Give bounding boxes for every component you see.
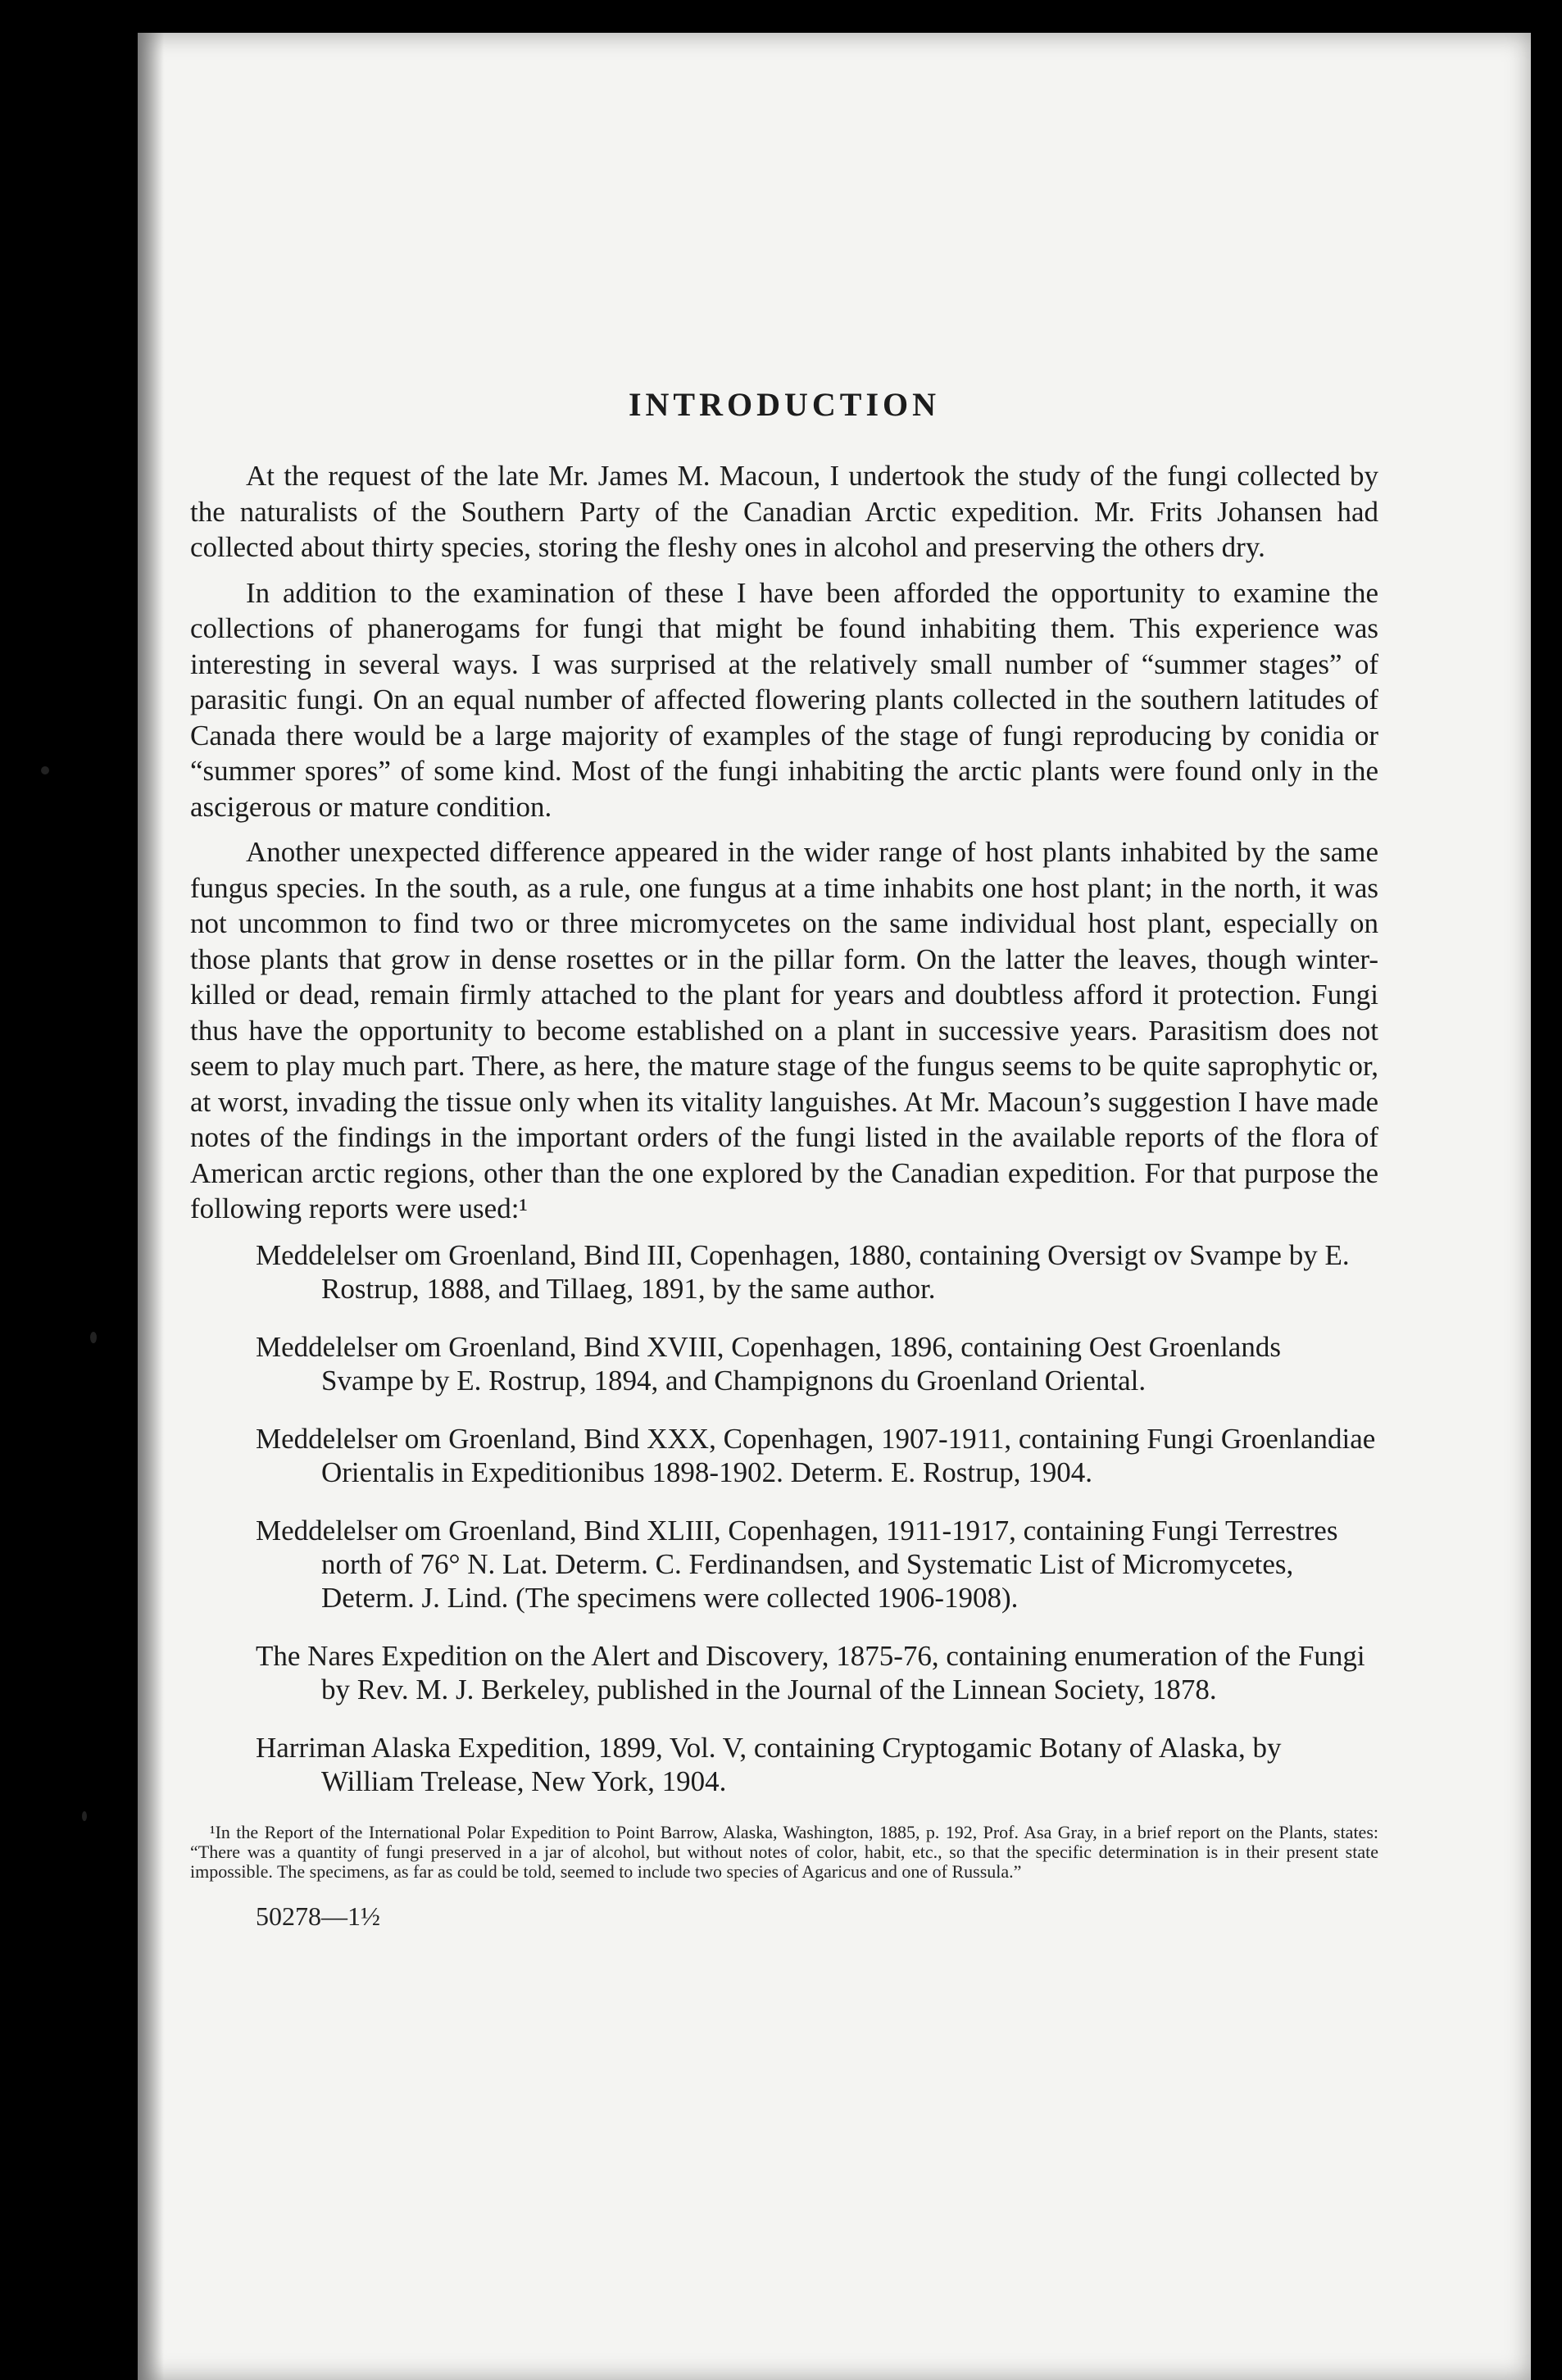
reference-list: [190, 1238, 1378, 1798]
scan-speck: [90, 1332, 97, 1343]
reference-item: Meddelelser om Groenland, Bind III, Copenhagen, 1880, containing Oversigt ov Svampe by E. Rostrup, 1888, and Tillaeg, 1891, by the same author.: [256, 1238, 1350, 1305]
print-mark: 50278—1½: [256, 1901, 380, 1931]
paragraph: At the request of the late Mr. James M. Macoun, I undertook the study of the fungi collected by the naturalists of the Southern Party of the Canadian Arctic expedition. Mr. Frits Johansen had collected about thirty species, storing the fleshy ones in alcohol and preserving the others dry.: [190, 460, 1378, 563]
page-edge-shadow: [138, 33, 164, 2380]
scan-speck: [41, 766, 49, 774]
footnote: ¹In the Report of the International Polar Expedition to Point Barrow, Alaska, Washington, 1885, p. 192, Prof. Asa Gray, in a brief report on the Plants, states: “There was a quantity of fungi preserved in a jar of alcohol, but without notes of color, habit, etc., so that the specific determination is in their present state impossible. The specimens, as far as could be told, seemed to include two species of Agaricus and one of Russula.”: [190, 1821, 1378, 1882]
section-heading: INTRODUCTION: [628, 386, 941, 423]
reference-item: Meddelelser om Groenland, Bind XXX, Copenhagen, 1907-1911, containing Fungi Groenlandiae Orientalis in Expeditionibus 1898-1902. Determ. E. Rostrup, 1904.: [256, 1422, 1376, 1488]
scan-speck: [82, 1811, 87, 1821]
paragraph: In addition to the examination of these I have been afforded the opportunity to examine the collections of phanerogams for fungi that might be found inhabiting them. This experience was interesting in several ways. I was surprised at the relatively small number of “summer stages” of parasitic fungi. On an equal number of affected flowering plants collected in the southern latitudes of Canada there would be a large majority of examples of the stage of fungi reproducing by conidia or “summer spores” of some kind. Most of the fungi inhabiting the arctic plants were found only in the ascigerous or mature condition.: [190, 576, 1378, 823]
reference-item: Harriman Alaska Expedition, 1899, Vol. V, containing Cryptogamic Botany of Alaska, by William Trelease, New York, 1904.: [256, 1731, 1282, 1797]
page-text: [190, 385, 1378, 1932]
paragraph: Another unexpected difference appeared in the wider range of host plants inhabited by the same fungus species. In the south, as a rule, one fungus at a time inhabits one host plant; in the north, it was not uncommon to find two or three micromycetes on the same individual host plant, especially on those plants that grow in dense rosettes or in the pillar form. On the latter the leaves, though winter-killed or dead, remain firmly attached to the plant for years and doubtless afford it protection. Fungi thus have the opportunity to become established on a plant in successive years. Parasitism does not seem to play much part. There, as here, the mature stage of the fungus seems to be quite saprophytic or, at worst, invading the tissue only when its vitality languishes. At Mr. Macoun’s suggestion I have made notes of the findings in the important orders of the fungi listed in the available reports of the flora of American arctic regions, other than the one explored by the Canadian expedition. For that purpose the following reports were used:¹: [190, 836, 1378, 1224]
reference-item: Meddelelser om Groenland, Bind XVIII, Copenhagen, 1896, containing Oest Groenlands Svampe by E. Rostrup, 1894, and Champignons du Groenland Oriental.: [256, 1330, 1281, 1397]
reference-item: Meddelelser om Groenland, Bind XLIII, Copenhagen, 1911-1917, containing Fungi Terrestres north of 76° N. Lat. Determ. C. Ferdinandsen, and Systematic List of Micromycetes, Determ. J. Lind. (The specimens were collected 1906-1908).: [256, 1514, 1338, 1614]
reference-item: The Nares Expedition on the Alert and Discovery, 1875-76, containing enumeration of the Fungi by Rev. M. J. Berkeley, published in the Journal of the Linnean Society, 1878.: [256, 1639, 1365, 1706]
